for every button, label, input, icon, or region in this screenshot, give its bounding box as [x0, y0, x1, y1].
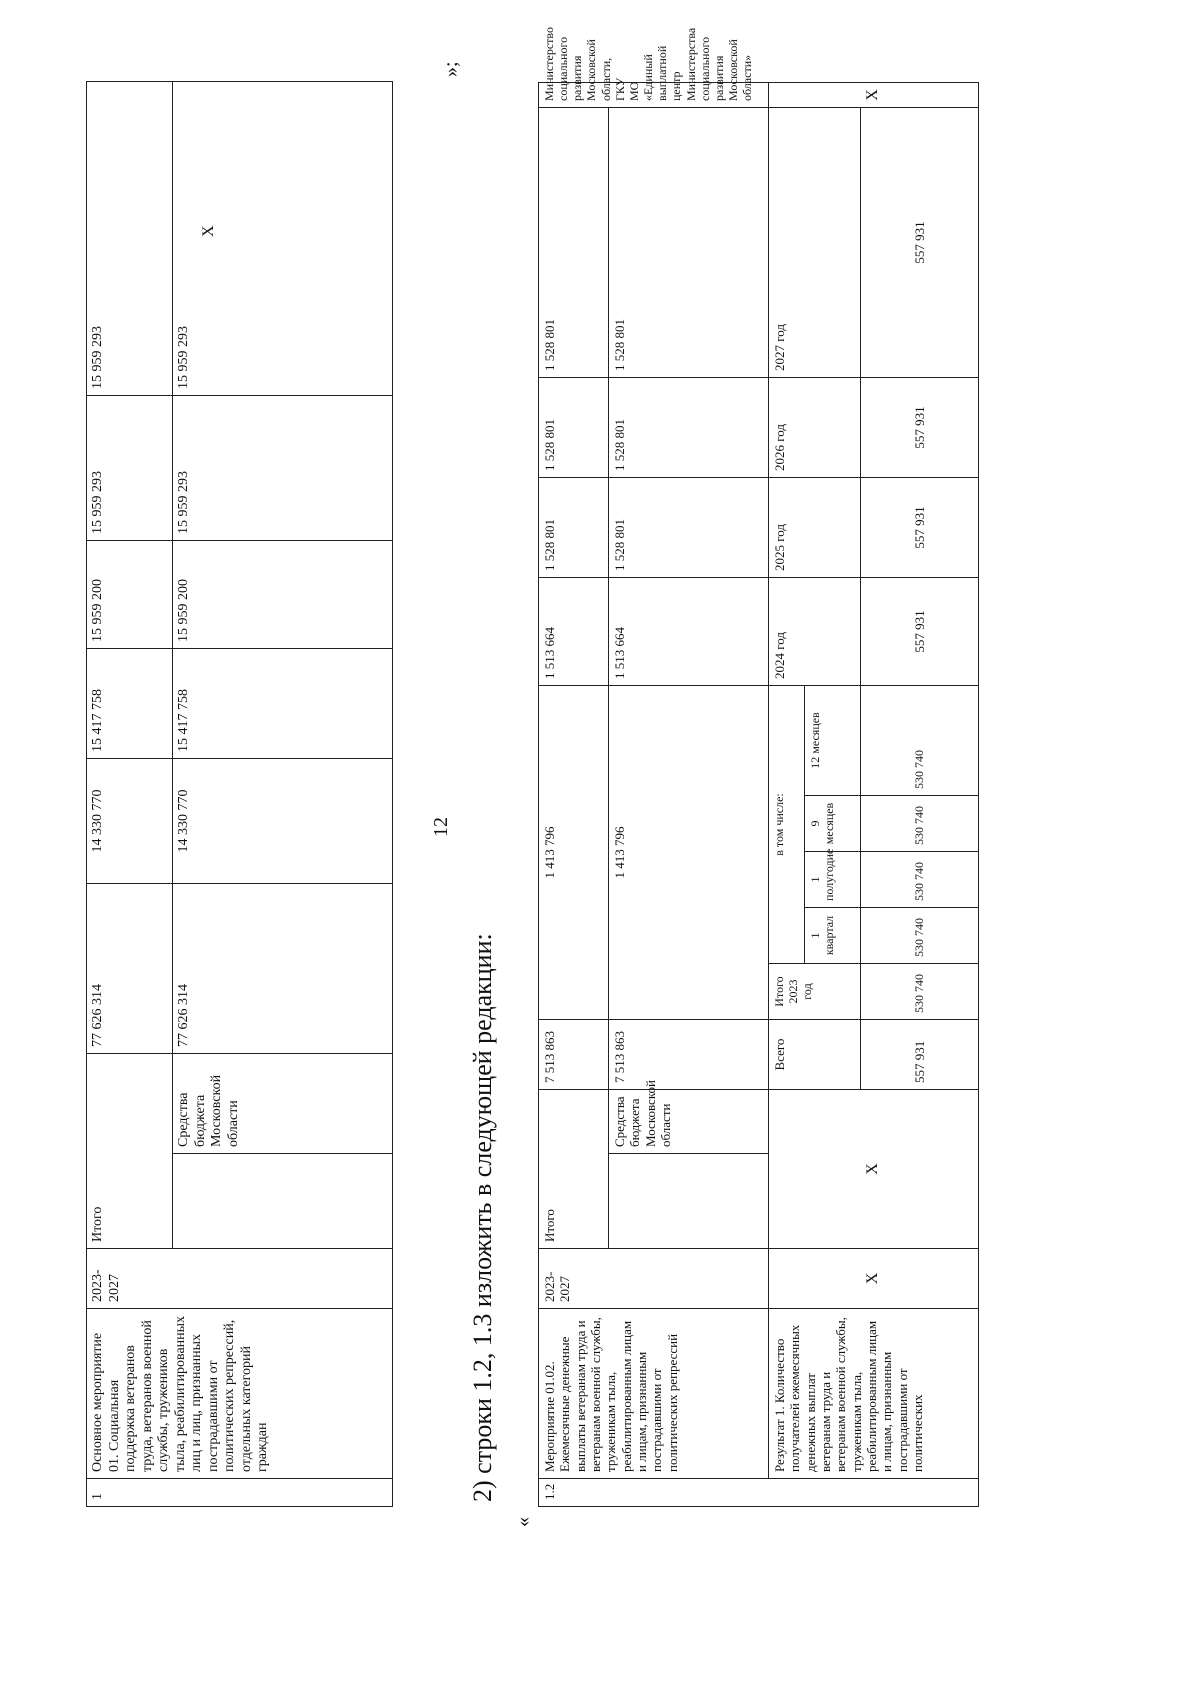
value-2025: 15 959 200 — [87, 541, 173, 649]
value-2027: 15 959 293 — [173, 82, 393, 396]
row-number: 1 — [87, 1479, 393, 1507]
value-2023: 14 330 770 — [87, 759, 173, 884]
source-total-label: Итого — [539, 1090, 609, 1249]
source-total-label: Итого — [87, 1054, 173, 1249]
source-budget-label: Средства бюджета Московской области — [609, 1090, 769, 1154]
header-9m: 9 месяцев — [805, 796, 861, 852]
row-number: 1.2 — [539, 1479, 979, 1507]
source-x: X — [769, 1090, 979, 1249]
result-q1: 530 740 — [861, 908, 979, 964]
value-2025: 1 528 801 — [539, 478, 609, 578]
value-2026: 1 528 801 — [609, 378, 769, 478]
measure-name: Основное мероприятие 01. Социальная поддержка ветеранов труда, ветеранов военной службы, тружеников тыла, реабилитированных лиц и лиц, признанных пострадавшими от политических репрессий, отдельных категорий граждан — [87, 1309, 393, 1479]
total-value: 7 513 863 — [539, 1020, 609, 1090]
total-value: 77 626 314 — [87, 884, 173, 1054]
result-2025: 557 931 — [861, 478, 979, 578]
closing-quote: »; — [440, 61, 462, 77]
value-2024: 1 513 664 — [539, 578, 609, 686]
header-q1: 1 квартал — [805, 908, 861, 964]
value-2024: 15 417 758 — [87, 649, 173, 759]
value-2024: 1 513 664 — [609, 578, 769, 686]
value-2025: 1 528 801 — [609, 478, 769, 578]
result-2027: 557 931 — [861, 108, 979, 378]
value-2027: 1 528 801 — [609, 108, 769, 378]
value-2023: 1 413 796 — [609, 686, 769, 1020]
header-2025: 2025 год — [769, 478, 861, 578]
result-total: 557 931 — [861, 1020, 979, 1090]
header-2026: 2026 год — [769, 378, 861, 478]
funding-table-row-1-2 — [538, 27, 979, 1507]
result-h1: 530 740 — [861, 852, 979, 908]
value-2027: 1 528 801 — [539, 108, 609, 378]
funding-table-row-1 — [86, 81, 393, 1507]
responsible — [539, 27, 769, 108]
measure-name: Мероприятие 01.02. Ежемесячные денежные выплаты ветеранам труда и ветеранам военной службы, труженикам тыла, реабилитированным лицам и лицам, признанным пострадавшими от политических репрессий — [539, 1309, 769, 1479]
responsible-x: X — [769, 83, 979, 108]
result-9m: 530 740 — [861, 796, 979, 852]
result-2023: 530 740 — [861, 964, 979, 1020]
spacer — [173, 1154, 393, 1249]
total-value: 7 513 863 — [609, 1020, 769, 1090]
header-2024: 2024 год — [769, 578, 861, 686]
header-12m: 12 месяцев — [805, 686, 861, 796]
responsible-x: X — [200, 225, 217, 237]
value-2023: 1 413 796 — [539, 686, 609, 1020]
period: 2023-2027 — [539, 1249, 769, 1309]
value-2025: 15 959 200 — [173, 541, 393, 649]
section-heading: 2) строки 1.2, 1.3 изложить в следующей редакции: — [468, 933, 497, 1502]
value-2026: 1 528 801 — [539, 378, 609, 478]
period: 2023-2027 — [87, 1249, 393, 1309]
page-number: 12 — [430, 817, 452, 837]
result-label: Результат 1. Количество получателей ежемесячных денежных выплат ветеранам труда и ветеранам военной службы, труженикам тыла, реабилитированным лицам и лицам, признанным пострадавшими от политических — [769, 1309, 979, 1479]
total-value: 77 626 314 — [173, 884, 393, 1054]
header-2027: 2027 год — [769, 108, 861, 378]
result-2024: 557 931 — [861, 578, 979, 686]
value-2026: 15 959 293 — [173, 396, 393, 541]
responsible-sub: Министерства социального развития Московской области» — [683, 27, 755, 101]
total-header: Всего — [769, 1020, 861, 1090]
incl-header: в том числе: — [769, 686, 805, 964]
result-2026: 557 931 — [861, 378, 979, 478]
value-2027: 15 959 293 — [87, 82, 173, 396]
value-2023: 14 330 770 — [173, 759, 393, 884]
period-x: X — [769, 1249, 979, 1309]
result-12m: 530 740 — [861, 686, 979, 796]
value-2026: 15 959 293 — [87, 396, 173, 541]
value-2024: 15 417 758 — [173, 649, 393, 759]
responsible-main: Министерство социального развития Московской области, ГКУ МО «Единый выплатной центр — [542, 27, 684, 101]
year-total-header: Итого 2023 год — [769, 964, 861, 1020]
header-h1: 1 полугодие — [805, 852, 861, 908]
spacer — [609, 1154, 769, 1249]
opening-quote: « — [512, 1517, 534, 1527]
source-budget-label: Средства бюджета Московской области — [173, 1054, 393, 1154]
